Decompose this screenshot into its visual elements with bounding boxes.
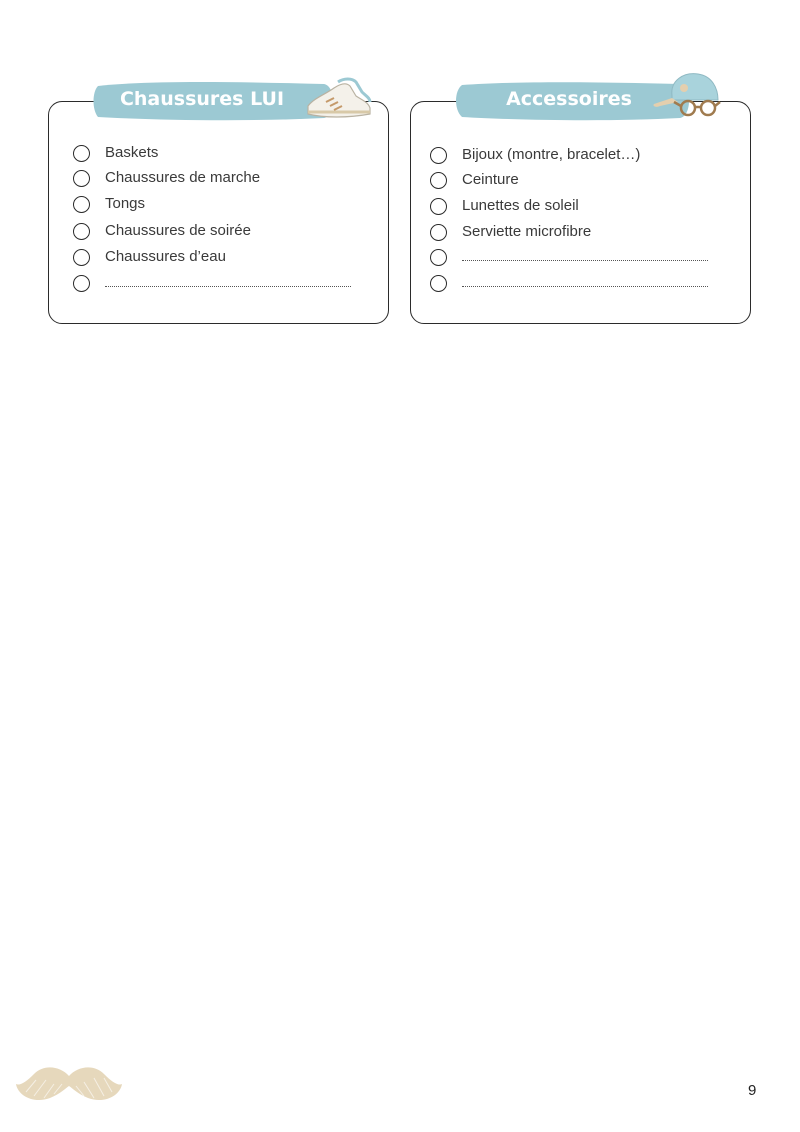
item-label: Chaussures d’eau bbox=[105, 248, 226, 265]
checklist-item bbox=[73, 170, 363, 192]
section-title: Accessoires bbox=[506, 88, 632, 110]
checklist-item bbox=[430, 224, 720, 246]
checkbox-circle[interactable] bbox=[73, 196, 90, 213]
checklist-item bbox=[73, 145, 363, 167]
blank-fill-line[interactable] bbox=[462, 286, 708, 287]
checkbox-circle[interactable] bbox=[430, 172, 447, 189]
item-label: Tongs bbox=[105, 195, 146, 212]
section-banner-shoes bbox=[92, 80, 337, 122]
checklist-item bbox=[430, 172, 720, 194]
checkbox-circle[interactable] bbox=[430, 275, 447, 292]
item-label: Serviette microfibre bbox=[462, 223, 592, 240]
checkbox-circle[interactable] bbox=[430, 249, 447, 266]
checkbox-circle[interactable] bbox=[73, 170, 90, 187]
item-label: Ceinture bbox=[462, 171, 519, 188]
checklist-item-blank bbox=[430, 249, 720, 271]
item-label: Bijoux (montre, bracelet…) bbox=[462, 146, 641, 163]
blank-fill-line[interactable] bbox=[105, 286, 351, 287]
checkbox-circle[interactable] bbox=[73, 223, 90, 240]
checklist-item-blank bbox=[73, 275, 363, 297]
checkbox-circle[interactable] bbox=[430, 198, 447, 215]
checkbox-circle[interactable] bbox=[430, 147, 447, 164]
checkbox-circle[interactable] bbox=[73, 275, 90, 292]
page-number: 9 bbox=[748, 1082, 757, 1099]
cap-and-glasses-icon bbox=[648, 70, 724, 122]
item-label: Baskets bbox=[105, 144, 159, 161]
checklist-item-blank bbox=[430, 275, 720, 297]
blank-fill-line[interactable] bbox=[462, 260, 708, 261]
checkbox-circle[interactable] bbox=[430, 224, 447, 241]
checklist-item bbox=[430, 198, 720, 220]
checklist-item bbox=[430, 147, 720, 169]
item-label: Chaussures de marche bbox=[105, 169, 261, 186]
item-label: Chaussures de soirée bbox=[105, 222, 251, 239]
sneaker-icon bbox=[304, 76, 374, 122]
checkbox-circle[interactable] bbox=[73, 249, 90, 266]
checkbox-circle[interactable] bbox=[73, 145, 90, 162]
checklist-item bbox=[73, 249, 363, 271]
checklist-item bbox=[73, 196, 363, 218]
checklist-item bbox=[73, 223, 363, 245]
mustache-icon bbox=[14, 1064, 124, 1106]
item-label: Lunettes de soleil bbox=[462, 197, 579, 214]
section-title: Chaussures LUI bbox=[119, 88, 285, 110]
